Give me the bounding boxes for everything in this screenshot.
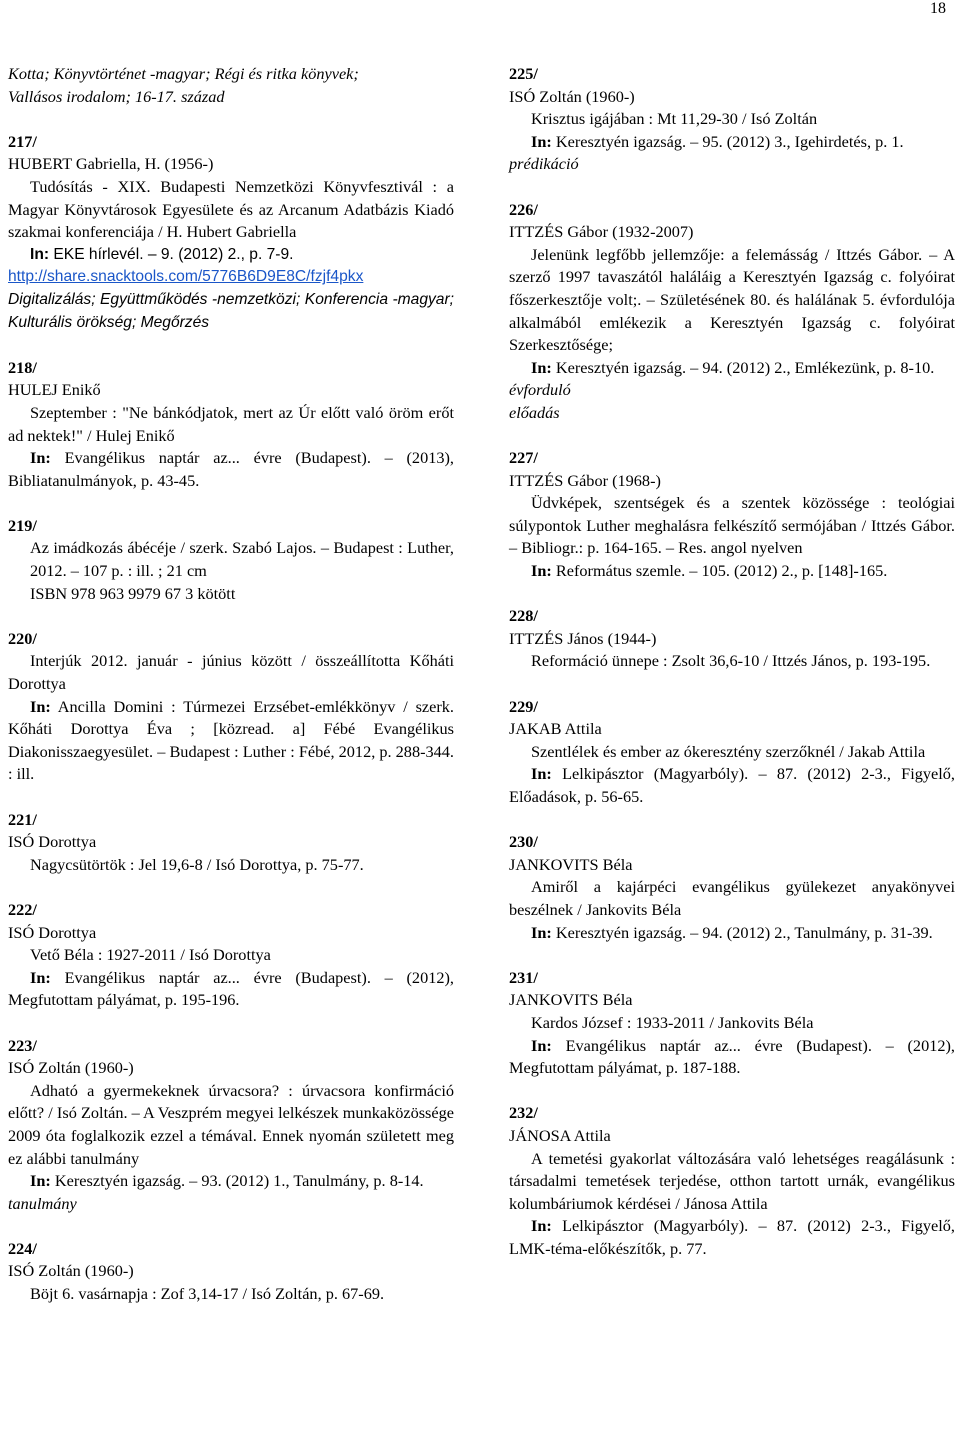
source-text: Evangélikus naptár az... évre (Budapest). ‒ (2013), Bibliatanulmányok, p. 43-45.: [8, 448, 454, 490]
entry-isbn: ISBN 978 963 9979 67 3 kötött: [30, 583, 236, 603]
entry-number: 224/: [8, 1238, 37, 1258]
entry-author: JÁNOSA Attila: [509, 1125, 611, 1145]
source-text: Keresztyén igazság. ‒ 93. (2012) 1., Tanulmány, p. 8-14.: [50, 1171, 424, 1191]
entry-229: [509, 696, 955, 809]
entry-number: 231/: [509, 967, 538, 987]
entry-title: Kardos József : 1933-2011 / Jankovits Béla: [531, 1012, 814, 1032]
source-text: Keresztyén igazság. ‒ 95. (2012) 3., Igehirdetés, p. 1.: [551, 131, 904, 151]
entry-source: [509, 1215, 955, 1260]
entry-number: 218/: [8, 357, 37, 377]
subject-tags: évforduló: [509, 380, 571, 400]
source-text: Lelkipásztor (Magyarbóly). ‒ 87. (2012) 2-3., Figyelő, LMK-téma-előkészítők, p. 77.: [509, 1216, 955, 1258]
entry-225: [509, 63, 955, 176]
in-label: In:: [30, 448, 51, 468]
intro-tags: [8, 63, 454, 108]
entry-222: [8, 899, 454, 1012]
entry-title: Amiről a kajárpéci evangélikus gyülekezet anyakönyvei beszélnek / Jankovits Béla: [509, 877, 955, 919]
entry-source: [509, 1035, 955, 1080]
entry-221: [8, 809, 454, 877]
entry-title: Interjúk 2012. január - június között / összeállította Kőháti Dorottya: [8, 651, 454, 694]
entry-author: HULEJ Enikő: [8, 380, 101, 400]
entry-author: ISÓ Zoltán (1960-): [8, 1058, 134, 1078]
entry-title: Adható a gyermekeknek úrvacsora? : úrvacsora konfirmáció előtt? / Isó Zoltán. ‒ A Veszprém megyei lelkészek munkaközössége 2009 óta foglalkozik ezzel a témával. Ennek nyomán született meg ez alábbi tanulmány: [8, 1080, 454, 1168]
entry-title: A temetési gyakorlat változására való lehetséges reagálásunk : társadalmi temetések terjedése, otthon tartott urnák, evangélikus kolumbáriumok kérdései / Jánosa Attila: [509, 1148, 955, 1213]
in-label: In:: [531, 1035, 552, 1055]
in-label: In:: [531, 764, 552, 784]
in-label: In:: [30, 696, 51, 716]
entry-link[interactable]: http://share.snacktools.com/5776B6D9E8C/fzjf4pkx: [8, 268, 364, 286]
subject-tags: prédikáció: [509, 154, 579, 174]
entry-title: Üdvképek, szentségek és a szentek közössége : teológiai súlypontok Luther meghalásra felkészítő sermójában / Ittzés Gábor. ‒ Bibliogr.: p. 164-165. ‒ Res. angol nyelven: [509, 493, 955, 558]
source-text: Lelkipásztor (Magyarbóly). ‒ 87. (2012) 2-3., Figyelő, Előadások, p. 56-65.: [509, 764, 955, 806]
entry-220: [8, 628, 454, 786]
entry-source: [30, 244, 454, 267]
right-column: [509, 63, 955, 1283]
entry-226: [509, 199, 955, 425]
entry-author: JAKAB Attila: [509, 719, 602, 739]
entry-number: 223/: [8, 1035, 37, 1055]
entry-number: 225/: [509, 64, 538, 83]
source-text: Református szemle. ‒ 105. (2012) 2., p. [148]-165.: [551, 561, 888, 581]
entry-author: ITTZÉS Gábor (1968-): [509, 470, 661, 490]
entry-title: Nagycsütörtök : Jel 19,6-8 / Isó Dorottya, p. 75-77.: [30, 854, 364, 874]
in-label: In:: [531, 1216, 552, 1236]
entry-230: [509, 831, 955, 944]
entry-title: Tudósítás - XIX. Budapesti Nemzetközi Könyvfesztivál : a Magyar Könyvtárosok Egyesülete és az Arcanum Adatbázis Kiadó szakmai konferenciája / H. Hubert Gabriella: [8, 176, 454, 242]
in-label: In:: [531, 357, 552, 377]
entry-number: 228/: [509, 606, 538, 626]
entry-219: [8, 515, 454, 605]
entry-number: 229/: [509, 696, 538, 716]
entry-source: [8, 967, 454, 1012]
entry-source: [8, 447, 454, 492]
subject-tags: Digitalizálás; Együttműködés -nemzetközi; Konferencia -magyar; Kulturális örökség; Megőrzés: [8, 290, 454, 331]
entry-224: [8, 1238, 454, 1306]
source-text: EKE hírlevél. ‒ 9. (2012) 2., p. 7-9.: [49, 245, 294, 263]
entry-number: 222/: [8, 899, 37, 919]
entry-number: 221/: [8, 809, 37, 829]
subject-tags: tanulmány: [8, 1193, 77, 1213]
entry-title: Böjt 6. vasárnapja : Zof 3,14-17 / Isó Zoltán, p. 67-69.: [30, 1284, 385, 1304]
entry-title: Krisztus igájában : Mt 11,29-30 / Isó Zoltán: [531, 109, 818, 129]
subject-tags: előadás: [509, 402, 560, 422]
in-label: In:: [531, 131, 552, 151]
entry-number: 226/: [509, 199, 538, 219]
source-text: Ancilla Domini : Túrmezei Erzsébet-emlékkönyv / szerk. Kőháti Dorottya Éva ; [közread. a] Fébé Evangélikus Diakonisszaegyesület. ‒ Budapest : Luther : Fébé, 2012, p. 288-344. : ill.: [8, 696, 454, 784]
in-label: In:: [30, 967, 51, 987]
source-text: Evangélikus naptár az... évre (Budapest). ‒ (2012), Megfutottam pályámat, p. 187-188.: [509, 1035, 955, 1078]
source-text: Keresztyén igazság. ‒ 94. (2012) 2., Emlékezünk, p. 8-10.: [551, 357, 935, 377]
entry-231: [509, 967, 955, 1080]
entry-223: [8, 1035, 454, 1216]
subject-tags: Kotta; Könyvtörténet -magyar; Régi és ritka könyvek;: [8, 64, 359, 83]
entry-source: [509, 131, 955, 154]
entry-217: [8, 131, 454, 334]
entry-author: ISÓ Dorottya: [8, 832, 97, 852]
entry-author: ITTZÉS Gábor (1932-2007): [509, 222, 694, 242]
entry-source: [8, 1170, 454, 1193]
subject-tags: Vallásos irodalom; 16-17. század: [8, 86, 225, 106]
entry-title: Szentlélek és ember az ókeresztény szerzőknél / Jakab Attila: [531, 741, 926, 761]
entry-232: [509, 1102, 955, 1260]
in-label: In:: [531, 561, 552, 581]
entry-author: HUBERT Gabriella, H. (1956-): [8, 154, 214, 174]
entry-source: [509, 560, 955, 583]
entry-number: 217/: [8, 131, 37, 151]
entry-227: [509, 447, 955, 583]
entry-source: [509, 922, 955, 945]
entry-number: 232/: [509, 1103, 538, 1123]
entry-title: Vető Béla : 1927-2011 / Isó Dorottya: [30, 945, 271, 965]
entry-source: [8, 696, 454, 786]
in-label: In:: [531, 922, 552, 942]
entry-title: Jelenünk legfőbb jellemzője: a felemásság / Ittzés Gábor. ‒ A szerző 1997 tavaszától haláláig a Keresztyén Igazság c. folyóirat főszerkesztője volt;. ‒ Születésének 80. és halálának 5. évfordulója alkalmából emlékezik a Keresztyén Igazság c. folyóirat Szerkesztősége;: [509, 244, 955, 355]
left-column: [8, 63, 454, 1328]
page-number: 18: [930, 0, 946, 17]
entry-author: ISÓ Zoltán (1960-): [509, 86, 635, 106]
entry-number: 227/: [509, 448, 538, 468]
entry-title: Szeptember : "Ne bánkódjatok, mert az Úr előtt való öröm erőt ad nektek!" / Hulej Enikő: [8, 402, 454, 445]
entry-author: ISÓ Zoltán (1960-): [8, 1261, 134, 1281]
entry-number: 230/: [509, 832, 538, 852]
in-label: In:: [30, 245, 50, 263]
entry-number: 220/: [8, 628, 37, 648]
source-text: Evangélikus naptár az... évre (Budapest). ‒ (2012), Megfutottam pályámat, p. 195-196.: [8, 967, 454, 1010]
entry-author: JANKOVITS Béla: [509, 854, 633, 874]
entry-number: 219/: [8, 515, 37, 535]
entry-author: ISÓ Dorottya: [8, 922, 97, 942]
entry-source: [509, 763, 955, 808]
in-label: In:: [30, 1171, 51, 1191]
entry-228: [509, 605, 955, 673]
entry-218: [8, 357, 454, 493]
entry-author: ITTZÉS János (1944-): [509, 628, 657, 648]
entry-title: Az imádkozás ábécéje / szerk. Szabó Lajos. ‒ Budapest : Luther, 2012. ‒ 107 p. : ill. ; 21 cm: [30, 538, 454, 581]
entry-title: Reformáció ünnepe : Zsolt 36,6-10 / Ittzés János, p. 193-195.: [531, 651, 931, 671]
entry-author: JANKOVITS Béla: [509, 990, 633, 1010]
source-text: Keresztyén igazság. ‒ 94. (2012) 2., Tanulmány, p. 31-39.: [551, 922, 933, 942]
entry-source: [509, 357, 955, 380]
